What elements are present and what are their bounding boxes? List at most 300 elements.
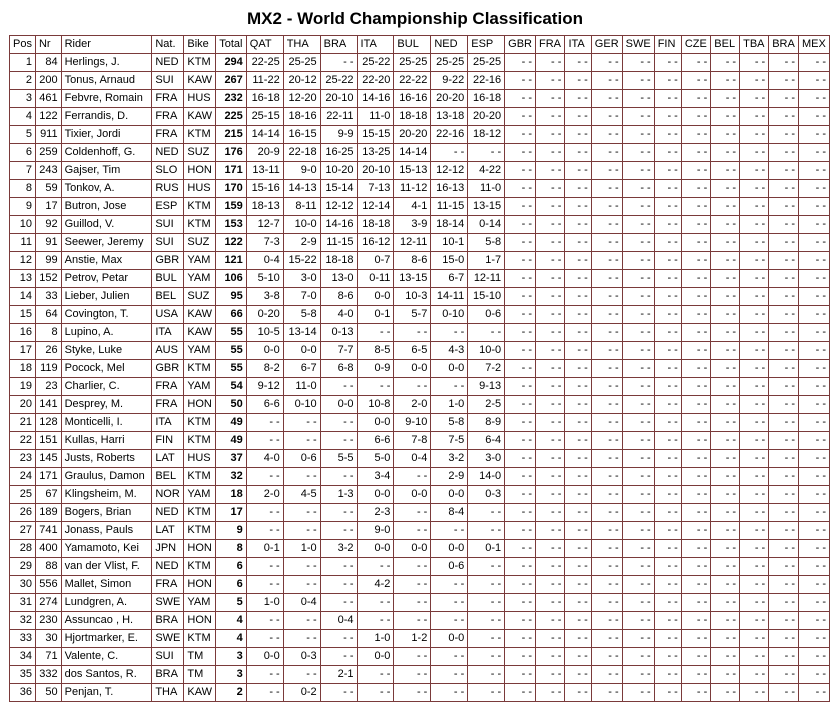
score-cell: 20-10 [357, 162, 394, 180]
col-header-gp: BRA [320, 36, 357, 54]
score-cell: - - [622, 198, 654, 216]
score-cell: 2-1 [320, 666, 357, 684]
score-cell: 3-4 [357, 468, 394, 486]
score-cell: - - [565, 648, 591, 666]
score-cell: - - [565, 378, 591, 396]
score-cell: 3-9 [394, 216, 431, 234]
score-cell: 20-12 [283, 72, 320, 90]
score-cell: 13-0 [320, 270, 357, 288]
bike-cell: TM [184, 648, 216, 666]
score-cell: - - [320, 630, 357, 648]
pos-cell: 25 [10, 486, 36, 504]
score-cell: - - [565, 216, 591, 234]
pos-cell: 7 [10, 162, 36, 180]
score-cell: - - [622, 90, 654, 108]
nationality-cell: THA [152, 684, 184, 702]
score-cell: - - [431, 612, 468, 630]
bike-cell: HON [184, 396, 216, 414]
score-cell: - - [565, 90, 591, 108]
score-cell: 12-7 [246, 216, 283, 234]
number-cell: 259 [35, 144, 61, 162]
total-cell: 55 [216, 324, 247, 342]
score-cell: - - [535, 180, 564, 198]
score-cell: - - [799, 342, 830, 360]
score-cell: - - [740, 342, 769, 360]
pos-cell: 16 [10, 324, 36, 342]
table-row [10, 72, 830, 90]
score-cell: - - [622, 342, 654, 360]
score-cell: - - [622, 486, 654, 504]
pos-cell: 33 [10, 630, 36, 648]
score-cell: - - [799, 468, 830, 486]
score-cell: - - [711, 252, 740, 270]
header-row [10, 36, 830, 54]
score-cell: 15-13 [394, 162, 431, 180]
pos-cell: 14 [10, 288, 36, 306]
bike-cell: KAW [184, 108, 216, 126]
number-cell: 92 [35, 216, 61, 234]
score-cell: - - [740, 504, 769, 522]
nationality-cell: FRA [152, 576, 184, 594]
score-cell: - - [711, 288, 740, 306]
score-cell: - - [711, 612, 740, 630]
table-row [10, 612, 830, 630]
score-cell: - - [799, 378, 830, 396]
total-cell: 159 [216, 198, 247, 216]
col-header-gp: FIN [654, 36, 681, 54]
score-cell: - - [711, 684, 740, 702]
score-cell: - - [654, 576, 681, 594]
score-cell: - - [622, 414, 654, 432]
score-cell: 0-0 [357, 288, 394, 306]
score-cell: - - [591, 306, 622, 324]
rider-cell: dos Santos, R. [61, 666, 152, 684]
score-cell: - - [740, 162, 769, 180]
total-cell: 3 [216, 666, 247, 684]
score-cell: - - [654, 522, 681, 540]
table-row [10, 126, 830, 144]
score-cell: - - [769, 342, 799, 360]
score-cell: 8-9 [468, 414, 505, 432]
score-cell: - - [681, 504, 710, 522]
score-cell: - - [565, 306, 591, 324]
bike-cell: YAM [184, 342, 216, 360]
score-cell: - - [740, 306, 769, 324]
score-cell: - - [320, 504, 357, 522]
score-cell: - - [505, 432, 536, 450]
nationality-cell: NOR [152, 486, 184, 504]
score-cell: - - [357, 612, 394, 630]
score-cell: - - [591, 360, 622, 378]
score-cell: 18-18 [320, 252, 357, 270]
score-cell: 4-0 [320, 306, 357, 324]
nationality-cell: JPN [152, 540, 184, 558]
nationality-cell: NED [152, 144, 184, 162]
score-cell: 3-8 [246, 288, 283, 306]
pos-cell: 32 [10, 612, 36, 630]
score-cell: - - [505, 594, 536, 612]
score-cell: - - [711, 504, 740, 522]
pos-cell: 1 [10, 54, 36, 72]
score-cell: 0-2 [283, 684, 320, 702]
score-cell: - - [505, 468, 536, 486]
col-header-gp: THA [283, 36, 320, 54]
score-cell: - - [681, 342, 710, 360]
bike-cell: HON [184, 540, 216, 558]
score-cell: 18-14 [431, 216, 468, 234]
bike-cell: HUS [184, 450, 216, 468]
score-cell: 3-2 [320, 540, 357, 558]
score-cell: - - [769, 252, 799, 270]
pos-cell: 10 [10, 216, 36, 234]
score-cell: - - [799, 252, 830, 270]
score-cell: - - [654, 126, 681, 144]
score-cell: 0-1 [468, 540, 505, 558]
score-cell: 25-25 [394, 54, 431, 72]
bike-cell: KTM [184, 126, 216, 144]
score-cell: - - [654, 612, 681, 630]
bike-cell: KTM [184, 522, 216, 540]
score-cell: - - [681, 540, 710, 558]
score-cell: 14-16 [357, 90, 394, 108]
score-cell: - - [591, 540, 622, 558]
score-cell: - - [769, 216, 799, 234]
score-cell: - - [740, 252, 769, 270]
score-cell: - - [711, 486, 740, 504]
table-row [10, 468, 830, 486]
score-cell: - - [622, 576, 654, 594]
score-cell: 14-14 [246, 126, 283, 144]
score-cell: - - [769, 108, 799, 126]
score-cell: 22-22 [394, 72, 431, 90]
score-cell: - - [681, 450, 710, 468]
score-cell: 0-4 [320, 612, 357, 630]
number-cell: 189 [35, 504, 61, 522]
score-cell: 0-0 [357, 648, 394, 666]
score-cell: - - [468, 324, 505, 342]
score-cell: - - [246, 630, 283, 648]
nationality-cell: ITA [152, 324, 184, 342]
score-cell: 13-11 [246, 162, 283, 180]
score-cell: 22-16 [431, 126, 468, 144]
score-cell: - - [799, 630, 830, 648]
score-cell: - - [283, 522, 320, 540]
score-cell: - - [394, 378, 431, 396]
score-cell: 7-2 [468, 360, 505, 378]
score-cell: - - [283, 630, 320, 648]
score-cell: 11-0 [468, 180, 505, 198]
score-cell: - - [535, 324, 564, 342]
score-cell: 0-4 [246, 252, 283, 270]
score-cell: 25-22 [320, 72, 357, 90]
total-cell: 225 [216, 108, 247, 126]
score-cell: - - [565, 594, 591, 612]
score-cell: 16-18 [246, 90, 283, 108]
bike-cell: KTM [184, 414, 216, 432]
score-cell: - - [622, 666, 654, 684]
score-cell: - - [799, 306, 830, 324]
score-cell: - - [505, 198, 536, 216]
score-cell: - - [535, 342, 564, 360]
score-cell: - - [681, 90, 710, 108]
score-cell: 6-6 [357, 432, 394, 450]
score-cell: - - [769, 90, 799, 108]
pos-cell: 12 [10, 252, 36, 270]
score-cell: - - [505, 648, 536, 666]
score-cell: - - [740, 558, 769, 576]
score-cell: 8-6 [320, 288, 357, 306]
number-cell: 26 [35, 342, 61, 360]
score-cell: - - [740, 630, 769, 648]
score-cell: - - [622, 162, 654, 180]
score-cell: - - [394, 576, 431, 594]
score-cell: - - [740, 432, 769, 450]
number-cell: 274 [35, 594, 61, 612]
score-cell: - - [799, 684, 830, 702]
col-header-nr: Nr [35, 36, 61, 54]
score-cell: - - [357, 558, 394, 576]
classification-table [9, 35, 830, 702]
score-cell: 6-8 [320, 360, 357, 378]
total-cell: 18 [216, 486, 247, 504]
score-cell: 0-0 [394, 360, 431, 378]
score-cell: - - [654, 198, 681, 216]
rider-cell: Pocock, Mel [61, 360, 152, 378]
score-cell: - - [535, 684, 564, 702]
score-cell: - - [622, 504, 654, 522]
table-row [10, 108, 830, 126]
bike-cell: KTM [184, 504, 216, 522]
score-cell: - - [591, 342, 622, 360]
score-cell: 12-12 [320, 198, 357, 216]
bike-cell: YAM [184, 378, 216, 396]
score-cell: - - [740, 198, 769, 216]
number-cell: 141 [35, 396, 61, 414]
score-cell: - - [505, 234, 536, 252]
col-header-gp: BUL [394, 36, 431, 54]
score-cell: - - [799, 90, 830, 108]
score-cell: 5-10 [246, 270, 283, 288]
col-header-gp: MEX [799, 36, 830, 54]
score-cell: - - [505, 72, 536, 90]
score-cell: - - [535, 594, 564, 612]
rider-cell: Justs, Roberts [61, 450, 152, 468]
score-cell: - - [505, 450, 536, 468]
bike-cell: KTM [184, 432, 216, 450]
score-cell: - - [740, 270, 769, 288]
score-cell: - - [246, 558, 283, 576]
score-cell: - - [505, 306, 536, 324]
score-cell: 25-25 [431, 54, 468, 72]
table-row [10, 486, 830, 504]
col-header-gp: ESP [468, 36, 505, 54]
score-cell: - - [799, 432, 830, 450]
score-cell: 8-5 [357, 342, 394, 360]
score-cell: 3-2 [431, 450, 468, 468]
score-cell: - - [681, 468, 710, 486]
rider-cell: Herlings, J. [61, 54, 152, 72]
score-cell: - - [799, 126, 830, 144]
score-cell: - - [654, 504, 681, 522]
score-cell: - - [535, 396, 564, 414]
nationality-cell: BEL [152, 288, 184, 306]
score-cell: 8-2 [246, 360, 283, 378]
score-cell: - - [246, 684, 283, 702]
score-cell: - - [535, 540, 564, 558]
score-cell: 4-22 [468, 162, 505, 180]
score-cell: - - [320, 522, 357, 540]
score-cell: 1-0 [246, 594, 283, 612]
score-cell: - - [591, 468, 622, 486]
score-cell: - - [246, 612, 283, 630]
score-cell: - - [654, 396, 681, 414]
score-cell: 14-14 [394, 144, 431, 162]
total-cell: 6 [216, 576, 247, 594]
score-cell: 7-3 [246, 234, 283, 252]
score-cell: - - [622, 216, 654, 234]
score-cell: 10-0 [283, 216, 320, 234]
score-cell: - - [565, 288, 591, 306]
pos-cell: 29 [10, 558, 36, 576]
score-cell: 14-16 [320, 216, 357, 234]
score-cell: - - [622, 648, 654, 666]
score-cell: 0-0 [357, 540, 394, 558]
score-cell: - - [799, 324, 830, 342]
score-cell: - - [654, 288, 681, 306]
number-cell: 23 [35, 378, 61, 396]
score-cell: 0-0 [283, 342, 320, 360]
score-cell: 14-13 [283, 180, 320, 198]
total-cell: 9 [216, 522, 247, 540]
score-cell: - - [535, 270, 564, 288]
score-cell: - - [740, 54, 769, 72]
score-cell: 11-22 [246, 72, 283, 90]
score-cell: - - [681, 612, 710, 630]
score-cell: - - [535, 432, 564, 450]
total-cell: 6 [216, 558, 247, 576]
score-cell: - - [591, 252, 622, 270]
bike-cell: HUS [184, 180, 216, 198]
total-cell: 37 [216, 450, 247, 468]
score-cell: - - [769, 630, 799, 648]
score-cell: - - [622, 252, 654, 270]
score-cell: - - [711, 396, 740, 414]
score-cell: - - [711, 54, 740, 72]
nationality-cell: NED [152, 558, 184, 576]
score-cell: - - [505, 252, 536, 270]
number-cell: 152 [35, 270, 61, 288]
score-cell: - - [535, 576, 564, 594]
score-cell: - - [505, 54, 536, 72]
score-cell: 10-1 [431, 234, 468, 252]
number-cell: 200 [35, 72, 61, 90]
score-cell: - - [740, 414, 769, 432]
score-cell: - - [654, 648, 681, 666]
score-cell: - - [769, 576, 799, 594]
score-cell: 6-6 [246, 396, 283, 414]
score-cell: - - [769, 144, 799, 162]
total-cell: 121 [216, 252, 247, 270]
nationality-cell: SUI [152, 216, 184, 234]
score-cell: 0-3 [468, 486, 505, 504]
score-cell: - - [711, 378, 740, 396]
number-cell: 71 [35, 648, 61, 666]
number-cell: 84 [35, 54, 61, 72]
score-cell: - - [591, 180, 622, 198]
score-cell: 16-18 [468, 90, 505, 108]
score-cell: - - [535, 486, 564, 504]
number-cell: 741 [35, 522, 61, 540]
score-cell: - - [283, 432, 320, 450]
col-header-gp: NED [431, 36, 468, 54]
total-cell: 170 [216, 180, 247, 198]
score-cell: - - [283, 558, 320, 576]
score-cell: - - [799, 522, 830, 540]
score-cell: - - [431, 666, 468, 684]
pos-cell: 20 [10, 396, 36, 414]
bike-cell: KTM [184, 630, 216, 648]
score-cell: 6-4 [468, 432, 505, 450]
total-cell: 66 [216, 306, 247, 324]
table-row [10, 576, 830, 594]
score-cell: - - [505, 342, 536, 360]
score-cell: - - [565, 558, 591, 576]
score-cell: - - [769, 414, 799, 432]
number-cell: 59 [35, 180, 61, 198]
score-cell: 13-15 [394, 270, 431, 288]
score-cell: - - [681, 396, 710, 414]
score-cell: - - [394, 594, 431, 612]
score-cell: - - [769, 378, 799, 396]
score-cell: 25-15 [246, 108, 283, 126]
score-cell: - - [740, 540, 769, 558]
number-cell: 50 [35, 684, 61, 702]
score-cell: - - [505, 522, 536, 540]
score-cell: - - [740, 576, 769, 594]
total-cell: 17 [216, 504, 247, 522]
pos-cell: 9 [10, 198, 36, 216]
score-cell: - - [622, 558, 654, 576]
table-row [10, 252, 830, 270]
score-cell: - - [535, 378, 564, 396]
score-cell: - - [654, 270, 681, 288]
score-cell: - - [622, 144, 654, 162]
score-cell: - - [681, 630, 710, 648]
score-cell: - - [711, 306, 740, 324]
rider-cell: Anstie, Max [61, 252, 152, 270]
table-row [10, 432, 830, 450]
score-cell: - - [654, 306, 681, 324]
nationality-cell: SUI [152, 648, 184, 666]
score-cell: 9-10 [394, 414, 431, 432]
rider-cell: Desprey, M. [61, 396, 152, 414]
score-cell: 13-25 [357, 144, 394, 162]
score-cell: - - [622, 522, 654, 540]
score-cell: - - [357, 594, 394, 612]
score-cell: - - [654, 450, 681, 468]
score-cell: 5-8 [431, 414, 468, 432]
score-cell: - - [769, 54, 799, 72]
nationality-cell: FIN [152, 432, 184, 450]
total-cell: 153 [216, 216, 247, 234]
score-cell: - - [681, 198, 710, 216]
score-cell: - - [622, 612, 654, 630]
pos-cell: 15 [10, 306, 36, 324]
score-cell: - - [591, 54, 622, 72]
total-cell: 106 [216, 270, 247, 288]
nationality-cell: FRA [152, 396, 184, 414]
score-cell: 9-0 [357, 522, 394, 540]
